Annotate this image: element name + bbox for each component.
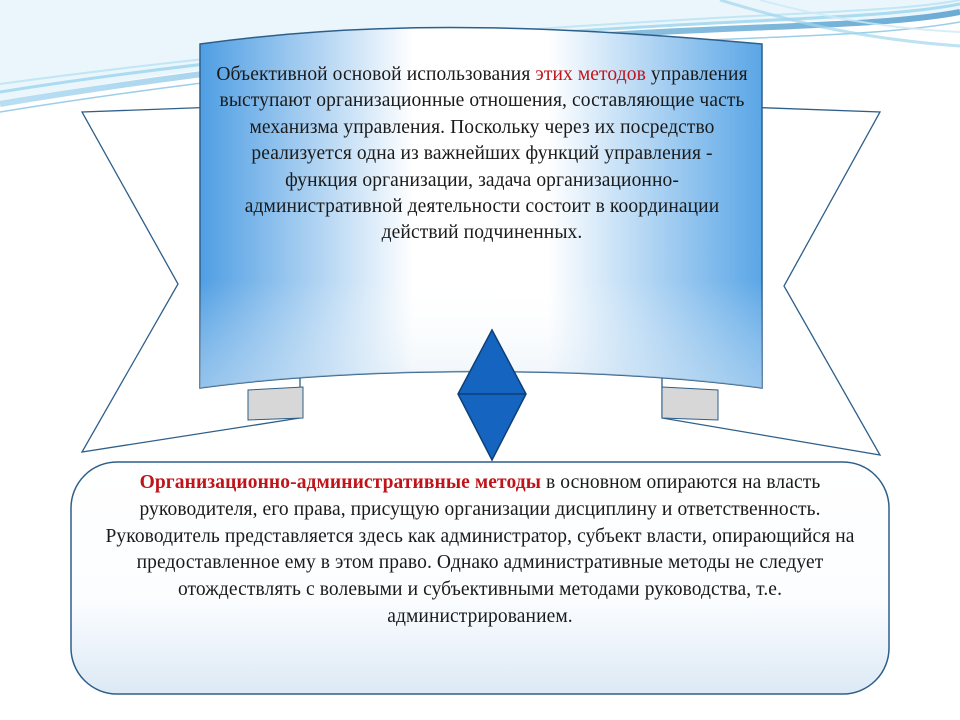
banner-text-lead: Объективной основой использования <box>216 64 536 85</box>
banner-highlight-these: этих <box>535 64 573 85</box>
banner-text <box>214 62 750 247</box>
box-text-body: в основном опираются на власть руководителя, его права, присущую организации дисциплину и ответственность. Руководитель представляется здесь как администратор, субъект власти, опирающийся на предоставленное ему в этом право. Однако административные методы не следует отождествлять с волевыми и субъективными методами руководства, т.е. администрированием. <box>105 472 855 627</box>
box-highlight-methods: Организационно-административные методы <box>139 472 542 493</box>
banner-highlight-methods: методов <box>577 64 646 85</box>
box-text <box>88 470 872 631</box>
banner-text-body: управления выступают организационные отношения, составляющие часть механизма управления. Поскольку через их посредство реализуется одна из важнейших функций управления - функция организации, задача организационно-административной деятельности состоит в координации действий подчиненных. <box>219 64 748 244</box>
